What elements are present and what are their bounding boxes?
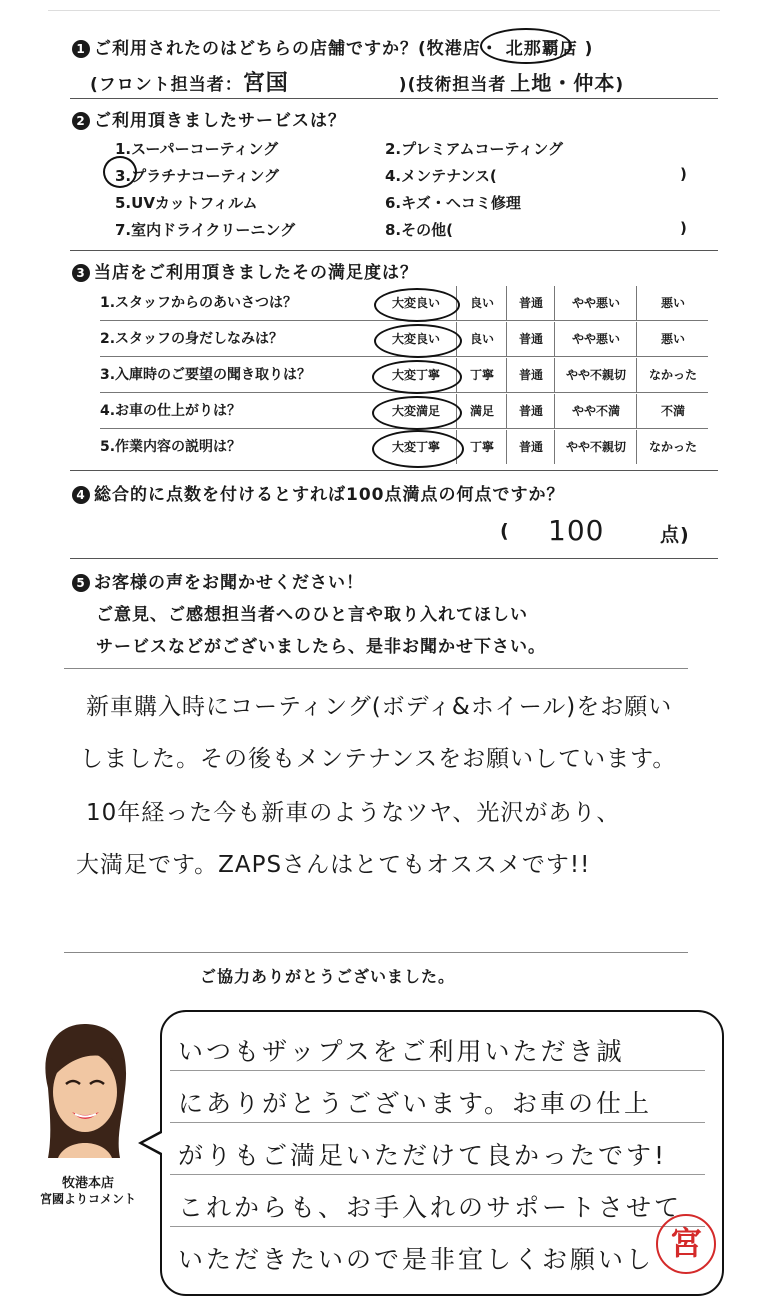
reply-line: にありがとうございます。お車の仕上 [178, 1089, 653, 1118]
divider [64, 952, 688, 953]
q1-front-label: (フロント担当者： [90, 75, 243, 95]
ruled-line [170, 1174, 705, 1175]
option: やや不親切 [554, 430, 637, 464]
ruled-line [170, 1226, 705, 1227]
answer-line: 大満足です。ZAPSさんはとてもオススメです!! [76, 852, 591, 878]
option: 満足 [456, 394, 507, 428]
option: 悪い [636, 322, 709, 356]
q1-number: 1 [72, 40, 90, 58]
q1-question: ご利用されたのはどちらの店舗ですか？( [94, 39, 427, 59]
q3-question: 当店をご利用頂きましたその満足度は？ [94, 263, 418, 283]
divider [70, 558, 718, 559]
divider [70, 98, 718, 99]
service-item: 3.プラチナコーティング [115, 167, 280, 185]
option: やや悪い [554, 322, 637, 356]
q4-unit: 点) [660, 524, 690, 546]
row-question: 2.スタッフの身だしなみは？ [100, 331, 284, 347]
option: なかった [636, 430, 709, 464]
row-question: 4.お車の仕上がりは？ [100, 403, 242, 419]
service-item: 5.UVカットフィルム [115, 194, 258, 212]
option: なかった [636, 358, 709, 392]
q2-number: 2 [72, 112, 90, 130]
row-question: 1.スタッフからのあいさつは？ [100, 295, 298, 311]
bubble-tail-inner [143, 1133, 162, 1153]
q1-store-selected: 牧港店 [426, 39, 481, 59]
answer-line: 10年経った今も新車のようなツヤ、光沢があり、 [86, 800, 621, 826]
q2-line [72, 106, 346, 131]
option: 大変良い [391, 296, 440, 310]
q1-staff-line [90, 66, 624, 97]
selected-option-circle [374, 288, 460, 322]
close-paren: ) [680, 165, 687, 183]
option: やや不親切 [554, 358, 637, 392]
q1-store-circle [480, 28, 572, 64]
service-item: 7.室内ドライクリーニング [115, 221, 296, 239]
q5-sub2: サービスなどがございましたら、是非お聞かせ下さい。 [96, 637, 546, 657]
option: 丁寧 [456, 358, 507, 392]
q4-score: 100 [548, 514, 605, 547]
q5-line [72, 568, 364, 593]
row-question: 5.作業内容の説明は？ [100, 439, 242, 455]
reply-line: がりもご満足いただけて良かったです! [178, 1141, 668, 1170]
service-item: 6.キズ・ヘコミ修理 [385, 194, 521, 212]
q3-line [72, 258, 418, 283]
divider [70, 470, 718, 471]
staff-portrait [28, 1018, 140, 1168]
q2-question: ご利用頂きましたサービスは？ [94, 111, 346, 131]
q1-close: ) [615, 75, 625, 95]
option: 良い [456, 286, 507, 320]
service-selected-circle [103, 156, 137, 188]
staff-comment-from: 宮國よりコメント [39, 1192, 136, 1206]
service-item: 8.その他( [385, 221, 453, 239]
option: 普通 [506, 430, 555, 464]
option: 普通 [506, 322, 555, 356]
option: 不満 [636, 394, 709, 428]
option: 大変丁寧 [391, 440, 440, 454]
option: やや悪い [554, 286, 637, 320]
q4-line [72, 480, 565, 505]
q5-question: お客様の声をお聞かせください！ [94, 573, 364, 593]
selected-option-circle [372, 430, 464, 468]
option: 大変丁寧 [391, 368, 440, 382]
option: 大変良い [391, 332, 440, 346]
option: 悪い [636, 286, 709, 320]
q1-tech-names: 上地・仲本 [510, 71, 616, 95]
q5-sub1: ご意見、ご感想担当者へのひと言や取り入れてほしい [96, 605, 528, 625]
option: 大変満足 [391, 404, 440, 418]
service-item: 2.プレミアムコーティング [385, 140, 563, 158]
option: 良い [456, 322, 507, 356]
close-paren: ) [680, 219, 687, 237]
ruled-line [170, 1122, 705, 1123]
divider [70, 250, 718, 251]
service-item: 1.スーパーコーティング [115, 140, 279, 158]
thanks-text: ご協力ありがとうございました。 [200, 967, 456, 986]
name-seal: 宮 [656, 1214, 716, 1274]
row-question: 3.入庫時のご要望の聞き取りは？ [100, 367, 312, 383]
q1-store-other: ・ 北那覇店 ) [480, 39, 594, 59]
option: やや不満 [554, 394, 637, 428]
staff-store: 牧港本店 [61, 1176, 114, 1191]
ruled-line [170, 1070, 705, 1071]
option: 丁寧 [456, 430, 507, 464]
answer-line: しました。その後もメンテナンスをお願いしています。 [80, 746, 677, 772]
reply-line: いただきたいので是非宜しくお願いし [178, 1245, 655, 1274]
selected-option-circle [372, 360, 462, 394]
service-item: 4.メンテナンス( [385, 167, 497, 185]
q4-question: 総合的に点数を付けるとすれば100点満点の何点ですか？ [94, 485, 565, 505]
divider [64, 668, 688, 669]
q4-open-paren: ( [500, 520, 510, 542]
q1-tech-label: )(技術担当者 [398, 75, 507, 95]
answer-line: 新車購入時にコーティング(ボディ&ホイール)をお願い [86, 694, 673, 720]
q4-number: 4 [72, 486, 90, 504]
q5-number: 5 [72, 574, 90, 592]
option: 普通 [506, 286, 555, 320]
selected-option-circle [374, 324, 462, 358]
q1-front-name: 宮国 [242, 71, 289, 96]
q3-number: 3 [72, 264, 90, 282]
option: 普通 [506, 394, 555, 428]
reply-line: いつもザップスをご利用いただき誠 [178, 1037, 625, 1066]
reply-line: これからも、お手入れのサポートさせて [178, 1193, 683, 1222]
option: 普通 [506, 358, 555, 392]
selected-option-circle [372, 396, 462, 430]
